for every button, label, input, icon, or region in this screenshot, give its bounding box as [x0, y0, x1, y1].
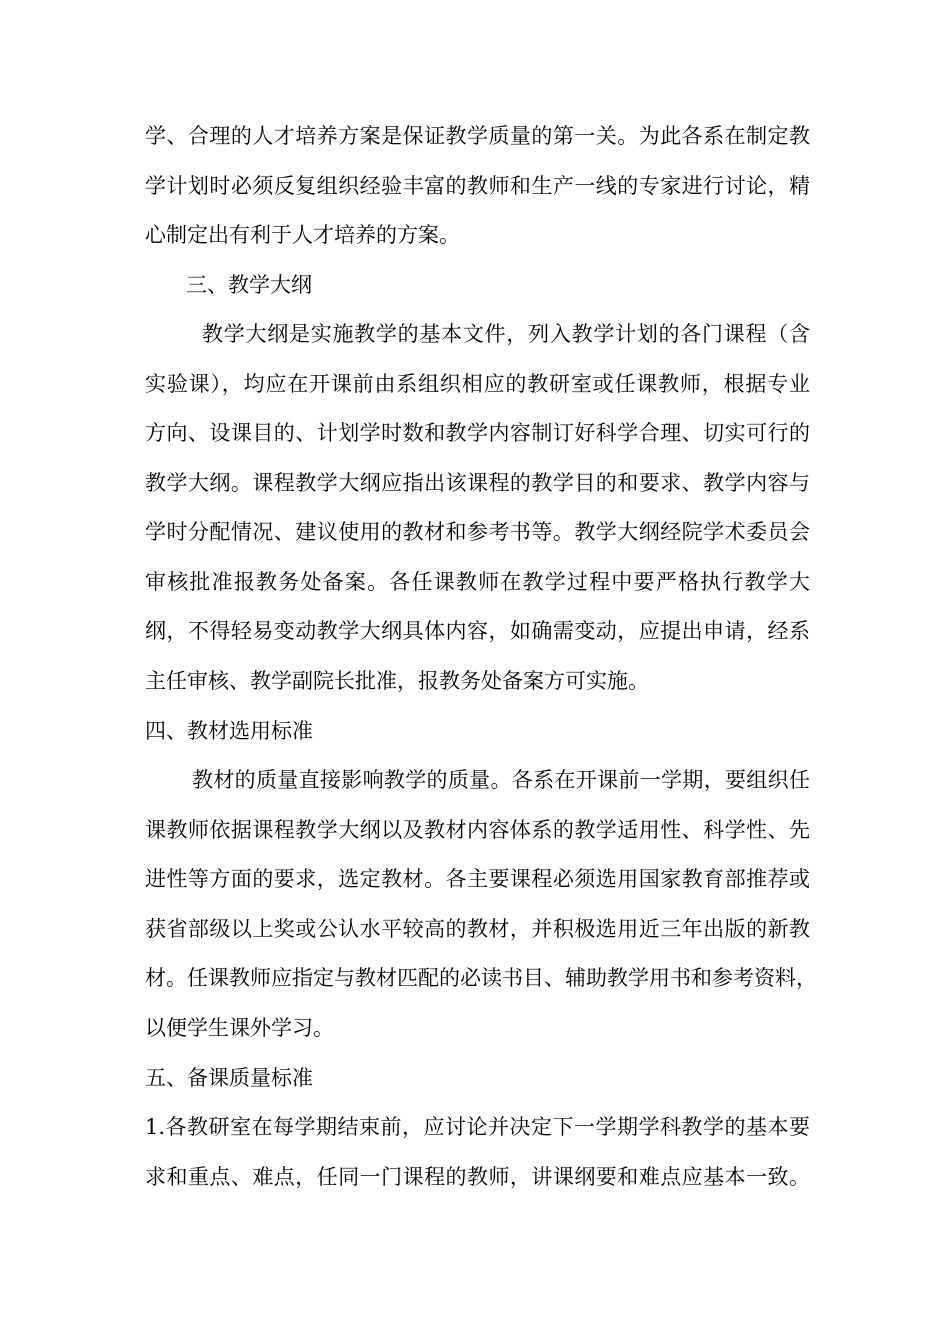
text-line: 实验课），均应在开课前由系组织相应的教研室或任课教师，根据专业: [145, 371, 810, 396]
text-line: 学计划时必须反复组织经验丰富的教师和生产一线的专家进行讨论，精: [145, 173, 810, 198]
text-line: 学时分配情况、建议使用的教材和参考书等。教学大纲经院学术委员会: [145, 520, 810, 544]
text-line: 方向、设课目的、计划学时数和教学内容制订好科学合理、切实可行的: [145, 421, 810, 445]
text-line: 教学大纲。课程教学大纲应指出该课程的教学目的和要求、教学内容与: [145, 470, 810, 495]
text-line: 获省部级以上奖或公认水平较高的教材，并积极选用近三年出版的新教: [145, 916, 810, 941]
text-line: 审核批准报教务处备案。各任课教师在教学过程中要严格执行教学大: [145, 569, 810, 594]
text-line: 以便学生课外学习。: [145, 1015, 334, 1040]
text-line: 课教师依据课程教学大纲以及教材内容体系的教学适用性、科学性、先: [145, 817, 810, 842]
text-line: 教学大纲是实施教学的基本文件，列入教学计划的各门课程（含: [202, 322, 810, 346]
section-heading-syllabus: 三、教学大纲: [186, 273, 312, 297]
paragraph-intro-continuation: [145, 112, 810, 261]
text-line: 材。任课教师应指定与教材匹配的必读书目、辅助教学用书和参考资料，: [145, 966, 817, 990]
text-line: 心制定出有利于人才培养的方案。: [145, 223, 460, 247]
paragraph-syllabus: [145, 310, 810, 706]
section-heading-lesson-prep: 五、备课质量标准: [145, 1066, 313, 1090]
text-line: 教材的质量直接影响教学的质量。各系在开课前一学期，要组织任: [192, 768, 810, 792]
text-line: 进性等方面的要求，选定教材。各主要课程必须选用国家教育部推荐或: [145, 867, 810, 891]
text-line: 学、合理的人才培养方案是保证教学质量的第一关。为此各系在制定教: [145, 124, 810, 148]
text-line: 主任审核、教学副院长批准，报教务处备案方可实施。: [145, 668, 649, 693]
text-line: 求和重点、难点，任同一门课程的教师，讲课纲要和难点应基本一致。: [145, 1164, 810, 1189]
paragraph-textbook-selection: [145, 756, 817, 1053]
section-heading-textbook-selection: 四、教材选用标准: [145, 719, 313, 743]
text-line: 纲，不得轻易变动教学大纲具体内容，如确需变动，应提出申请，经系: [145, 619, 810, 643]
text-line: 1.各教研室在每学期结束前，应讨论并决定下一学期学科教学的基本要: [145, 1115, 810, 1139]
paragraph-lesson-prep: [145, 1103, 810, 1202]
